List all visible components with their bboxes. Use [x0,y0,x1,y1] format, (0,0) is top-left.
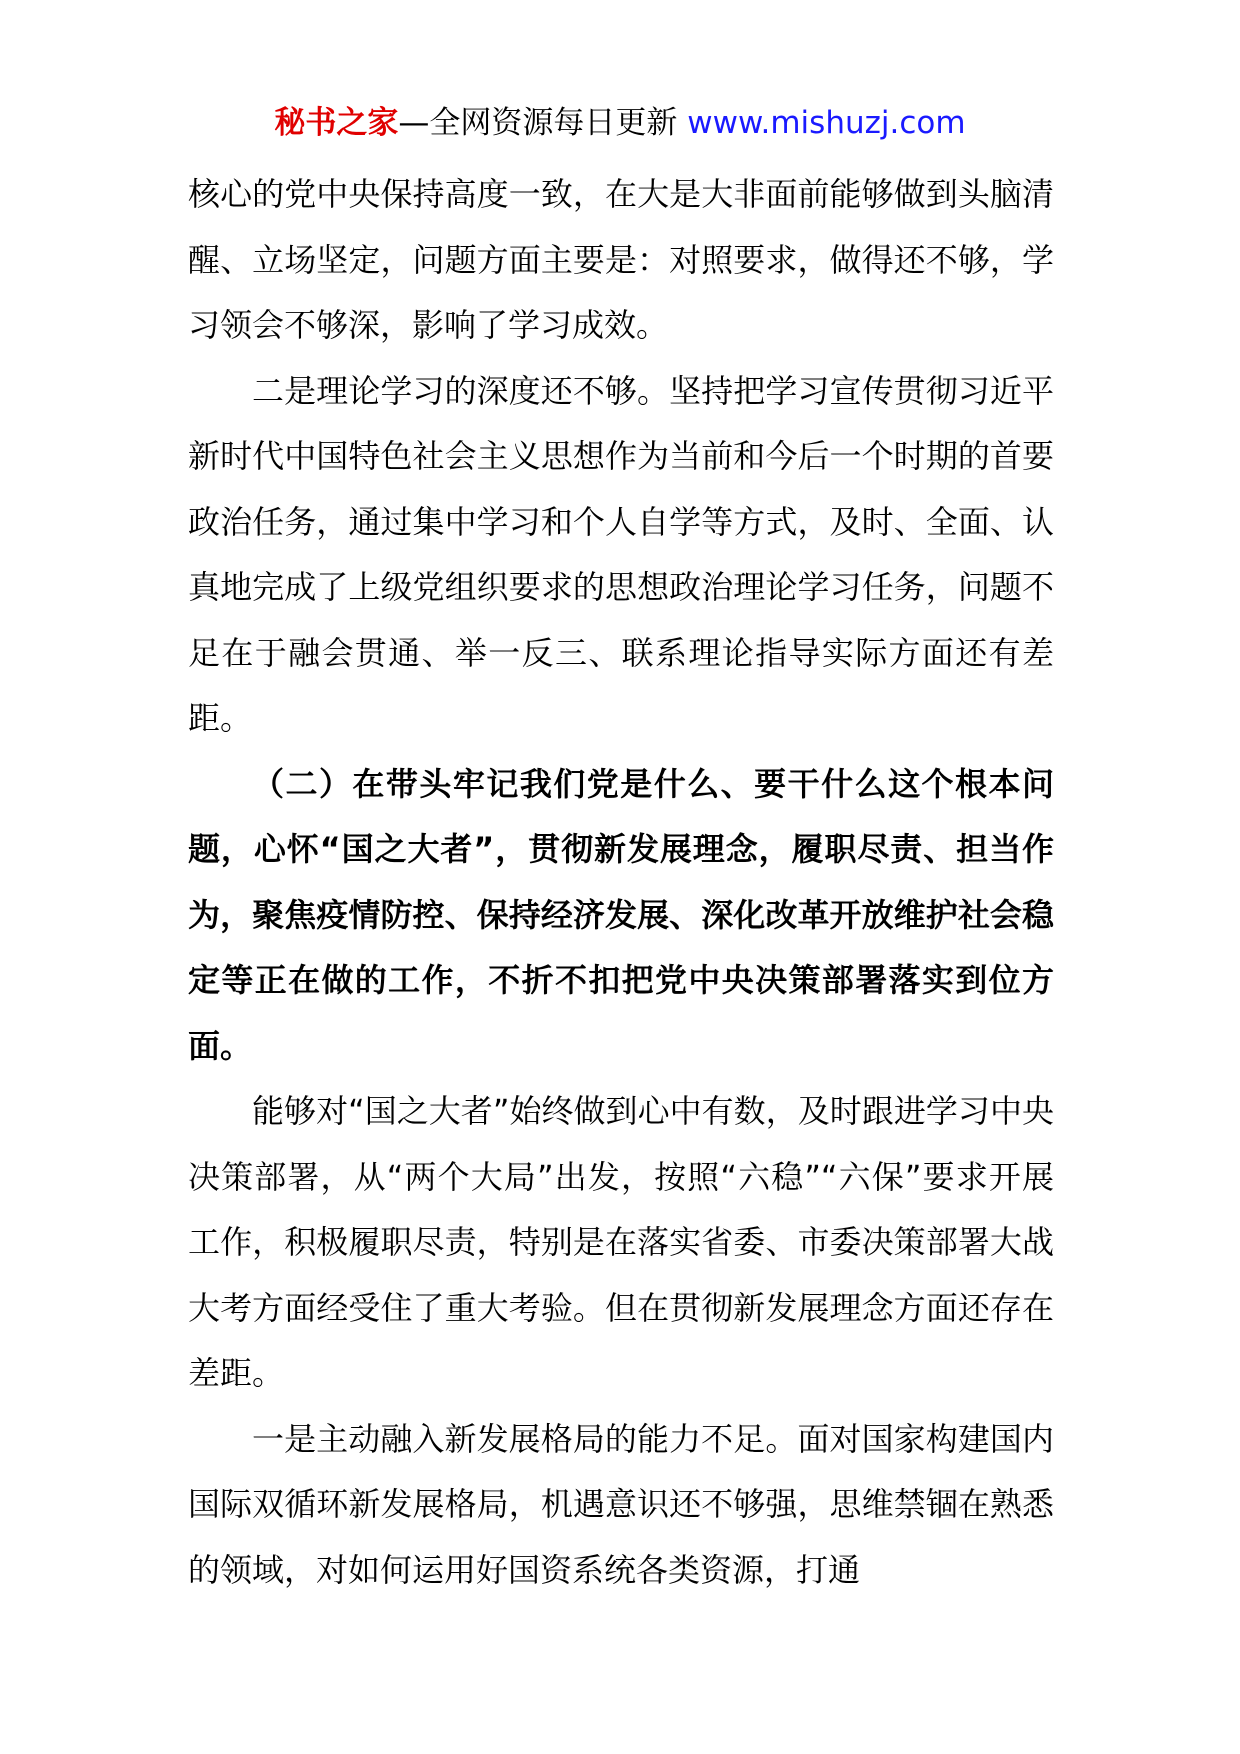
site-tagline: —全网资源每日更新 [398,105,688,141]
site-url-link[interactable]: www.mishuzj.com [687,105,966,141]
paragraph-3: 能够对“国之大者”始终做到心中有数，及时跟进学习中央决策部署，从“两个大局”出发，按照“六稳”“六保”要求开展工作，积极履职尽责，特别是在落实省委、市委决策部署大战大考方面经受住了重大考验。但在贯彻新发展理念方面还存在差距。 [188,1092,1054,1392]
section-heading: （二）在带头牢记我们党是什么、要干什么这个根本问题，心怀“国之大者”，贯彻新发展理念，履职尽责、担当作为，聚焦疫情防控、保持经济发展、深化改革开放维护社会稳定等正在做的工作，不折不扣把党中央决策部署落实到位方面。 [188,764,1054,1065]
paragraph-4: 一是主动融入新发展格局的能力不足。面对国家构建国内国际双循环新发展格局，机遇意识还不够强，思维禁锢在熟悉的领域，对如何运用好国资系统各类资源，打通 [188,1419,1054,1589]
document-body [188,162,1054,1603]
paragraph-2: 二是理论学习的深度还不够。坚持把学习宣传贯彻习近平新时代中国特色社会主义思想作为当前和今后一个时期的首要政治任务，通过集中学习和个人自学等方式，及时、全面、认真地完成了上级党组织要求的思想政治理论学习任务，问题不足在于融会贯通、举一反三、联系理论指导实际方面还有差距。 [188,371,1054,737]
site-brand: 秘书之家 [274,105,399,141]
paragraph-1: 核心的党中央保持高度一致，在大是大非面前能够做到头脑清醒、立场坚定，问题方面主要是：对照要求，做得还不够，学习领会不够深，影响了学习成效。 [188,175,1054,344]
site-header [0,98,1240,148]
